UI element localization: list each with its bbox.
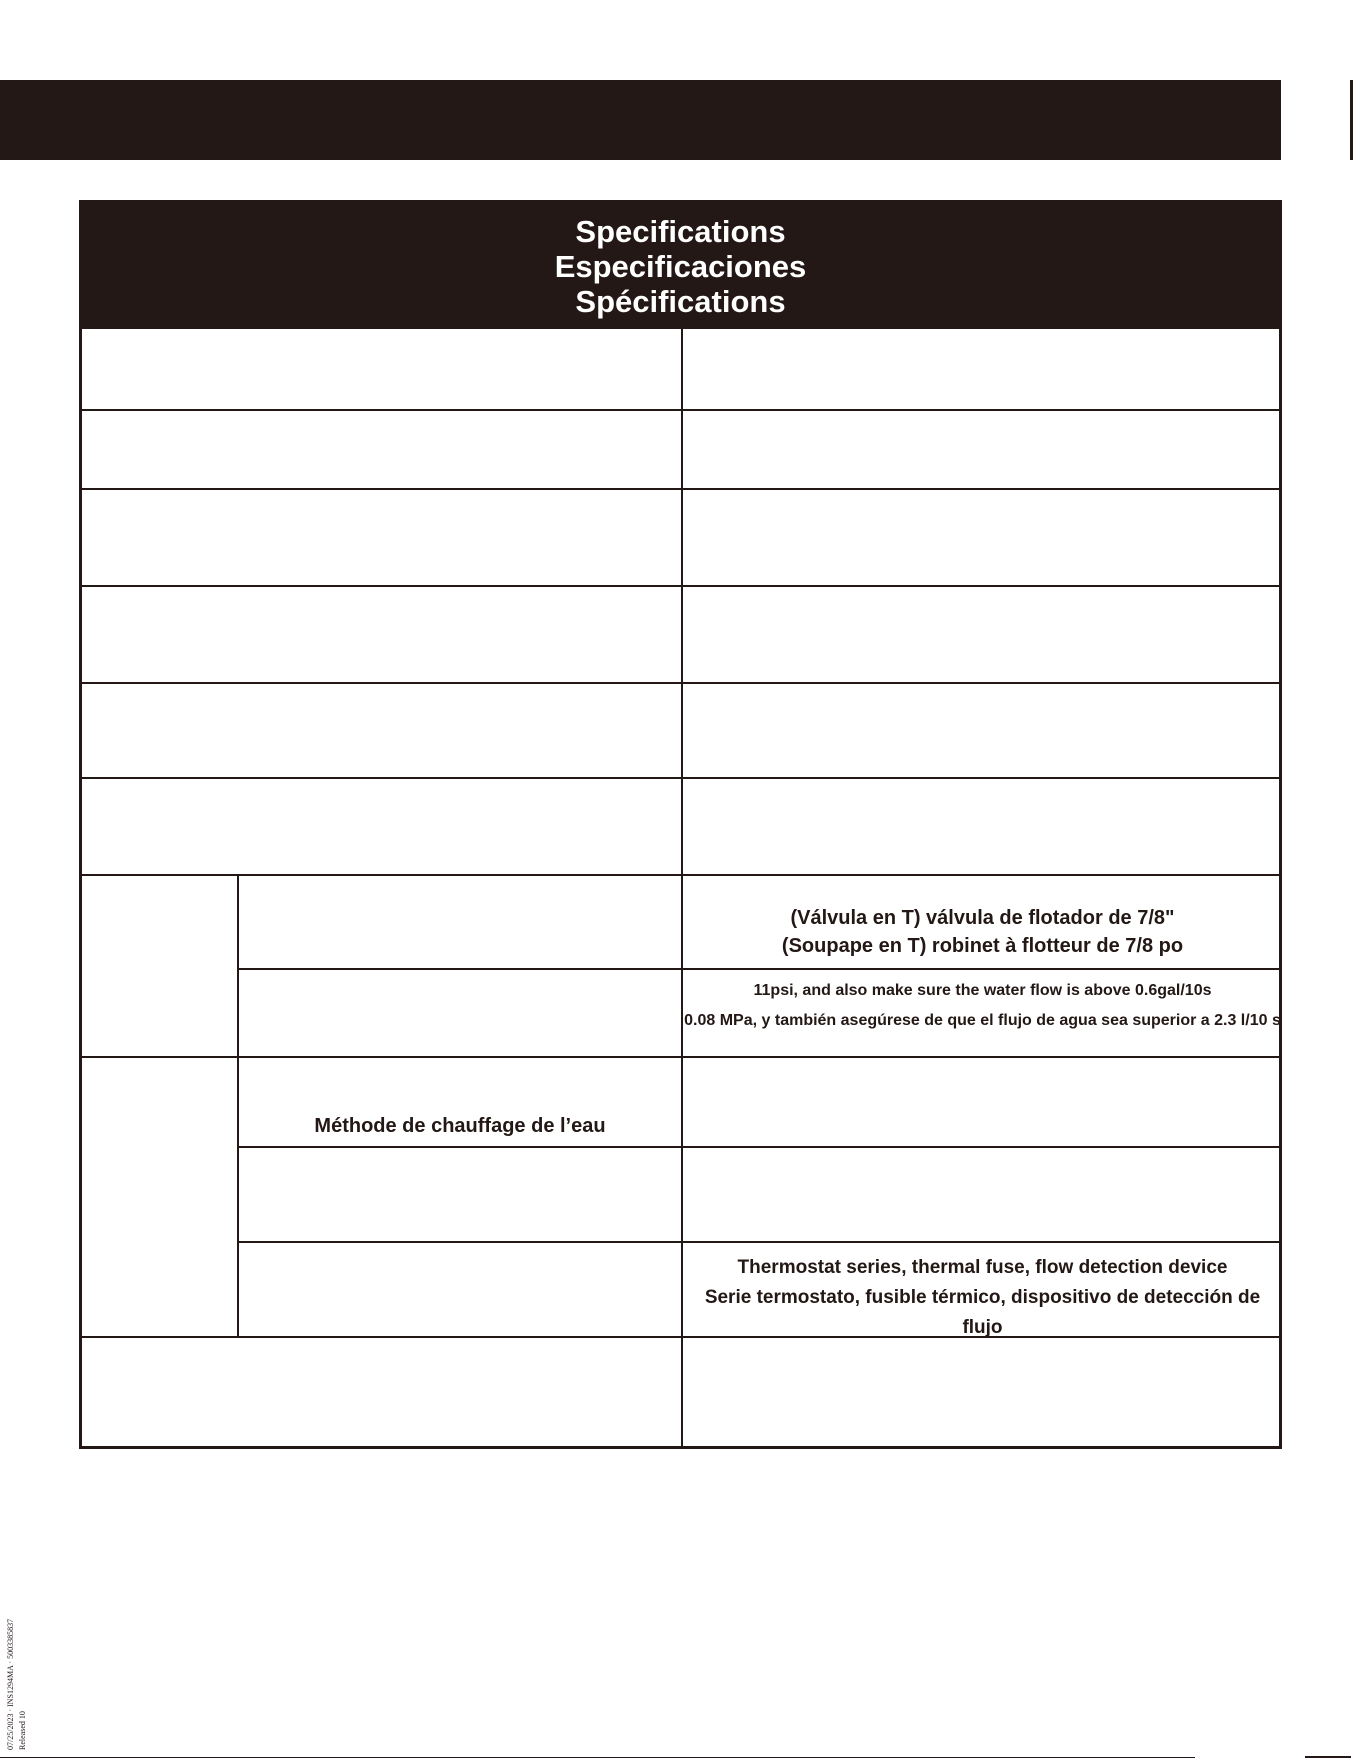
specifications-table <box>79 200 1282 1449</box>
subrow-separator-heating <box>237 1146 1282 1148</box>
inlet-valve-value-spanish: (Válvula en T) válvula de flotador de 7/8" <box>790 907 1175 929</box>
row-separator-2 <box>82 488 1279 490</box>
row-separator-3 <box>82 585 1279 587</box>
specifications-header <box>82 203 1279 329</box>
inlet-valve-value-french: (Soupape en T) robinet à flotteur de 7/8 po <box>781 935 1184 957</box>
row-separator-1 <box>82 409 1279 411</box>
title-french: Spécifications <box>575 283 786 319</box>
safety-devices-value-cell <box>683 1243 1282 1336</box>
water-pressure-value-english: 11psi, and also make sure the water flow is above 0.6gal/10s <box>753 982 1212 999</box>
bottom-rule <box>0 1757 1195 1758</box>
safety-devices-value-english: Thermostat series, thermal fuse, flow detection device <box>737 1257 1228 1278</box>
safety-devices-value-spanish: Serie termostato, fusible térmico, dispositivo de detección de flujo <box>704 1287 1261 1338</box>
water-pressure-value-cell <box>683 970 1282 1056</box>
print-code <box>5 1618 41 1750</box>
print-code-text: 07/25/2023 · INS1294MA · 5003385837 <box>6 1618 15 1750</box>
water-heating-label-cell <box>239 1058 681 1146</box>
top-banner <box>0 80 1281 160</box>
release-note-text: Released 10 <box>18 1711 27 1750</box>
row-separator-5 <box>82 777 1279 779</box>
inlet-valve-value-cell <box>683 876 1282 968</box>
bottom-dash-right <box>1305 1756 1351 1758</box>
right-edge-mark <box>1350 80 1353 160</box>
water-pressure-value-spanish: 0.08 MPa, y también asegúrese de que el flujo de agua sea superior a 2.3 l/10 s <box>684 1012 1281 1029</box>
title-english: Specifications <box>575 213 786 249</box>
row-separator-4 <box>82 682 1279 684</box>
title-spanish: Especificaciones <box>554 248 807 284</box>
water-heating-label-french: Méthode de chauffage de l’eau <box>314 1115 606 1137</box>
